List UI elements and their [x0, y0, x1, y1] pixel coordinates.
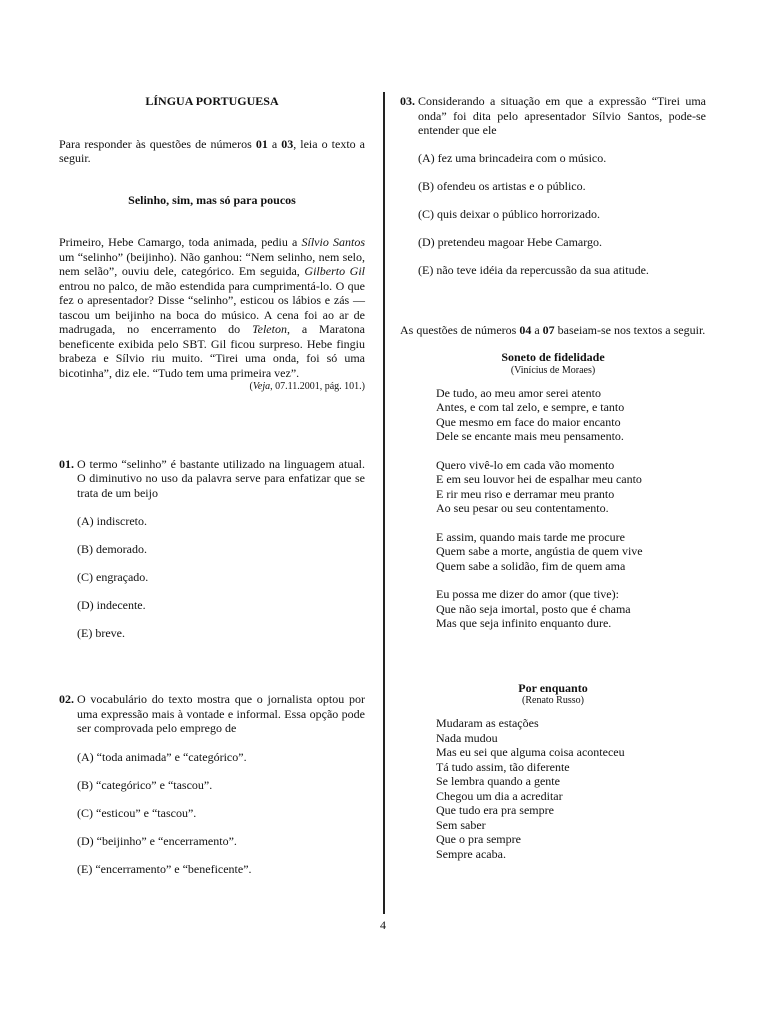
option-d[interactable]: (D) pretendeu magoar Hebe Camargo. — [418, 234, 603, 249]
article-title: Selinho, sim, mas só para poucos — [128, 192, 296, 207]
option-d[interactable]: (D) indecente. — [77, 598, 146, 612]
poem-line: Se lembra quando a gente — [436, 774, 560, 788]
question-01-options — [77, 514, 365, 654]
option-b[interactable]: (B) ofendeu os artistas e o público. — [418, 178, 586, 193]
question-number: 03. — [400, 94, 415, 108]
question-number: 01. — [59, 456, 74, 471]
poem-line: De tudo, ao meu amor serei atento — [436, 385, 601, 400]
poems-instructions: As questões de números 04 a 07 baseiam-se nos textos a seguir. — [400, 322, 706, 337]
instructions: Para responder às questões de números 01 a 03, leia o texto a seguir. — [59, 136, 366, 165]
question-02-options — [77, 750, 365, 890]
poem-line: Quem sabe a solidão, fim de quem ama — [436, 558, 626, 573]
poem-line: Que o pra sempre — [436, 832, 521, 846]
poem-2-text — [436, 716, 706, 861]
poem-line: Mas que seja infinito enquanto dure. — [436, 616, 612, 630]
option-e[interactable]: (E) não teve idéia da repercussão da sua atitude. — [418, 262, 649, 277]
option-a[interactable]: (A) “toda animada” e “categórico”. — [77, 749, 247, 764]
question-02 — [59, 692, 365, 736]
question-stem: O termo “selinho” é bastante utilizado na linguagem atual. O diminutivo no uso da palavra serve para enfatizar que se trata de um beijo — [77, 456, 365, 500]
poem-line: Mudaram as estações — [436, 716, 539, 730]
poem-1-author: (Vinícius de Moraes) — [510, 364, 596, 376]
article-text: Primeiro, Hebe Camargo, toda animada, pediu a Sílvio Santos um “selinho” (beijinho). Não ganhou: “Nem selinho, nem selo, nem selão”, ouviu dele, categórico. Em seguida, Gilberto Gil entrou no palco, de mão estendida para cumprimentá-lo. O que fez o apresentador? Disse “selinho”, esticou os lábios e zás — tascou um beijinho na boca do músico. A cena foi ao ar de madrugada, no encerramento do Teleton, a Maratona beneficente exibida pelo SBT. Gil ficou surpreso. Hebe fingiu brabeza e Sílvio riu muito. “Tirei uma onda, foi só uma bicotinha”, diz ele. “Tudo tem uma primeira vez”. — [59, 235, 365, 380]
question-number: 02. — [59, 692, 74, 706]
question-stem: Considerando a situação em que a expressão “Tirei uma onda” foi dita pelo apresentador Sílvio Santos, pode-se entender que ele — [418, 94, 706, 137]
poem-line: Sempre acaba. — [436, 846, 506, 861]
right-column — [400, 94, 706, 861]
question-03 — [400, 94, 706, 138]
poem-line: Que não seja imortal, posto que é chama — [436, 601, 631, 616]
poem-line: E assim, quando mais tarde me procure — [436, 529, 625, 544]
poem-line: E rir meu riso e derramar meu pranto — [436, 486, 615, 501]
article-source: (Veja, 07.11.2001, pág. 101.) — [249, 381, 365, 392]
poem-line: Sem saber — [436, 817, 486, 832]
poem-line: Antes, e com tal zelo, e sempre, e tanto — [436, 400, 625, 414]
page-number: 4 — [380, 918, 386, 932]
poem-1-title: Soneto de fidelidade — [501, 350, 605, 364]
option-a[interactable]: (A) indiscreto. — [77, 514, 147, 528]
column-divider — [383, 92, 385, 914]
question-stem: O vocabulário do texto mostra que o jornalista optou por uma expressão mais à vontade e informal. Essa opção pode ser comprovada pelo emprego de — [77, 692, 365, 735]
poem-1-text — [436, 386, 706, 631]
option-e[interactable]: (E) breve. — [77, 626, 125, 640]
option-c[interactable]: (C) “esticou” e “tascou”. — [77, 805, 197, 820]
question-01 — [59, 457, 365, 501]
option-b[interactable]: (B) “categórico” e “tascou”. — [77, 777, 213, 792]
poem-2-title: Por enquanto — [518, 680, 588, 695]
poem-line: Nada mudou — [436, 730, 498, 745]
question-03-options — [418, 151, 706, 291]
poem-line: Mas eu sei que alguma coisa aconteceu — [436, 745, 625, 759]
poem-line: Que tudo era pra sempre — [436, 803, 554, 817]
poem-2-author: (Renato Russo) — [522, 695, 584, 706]
section-heading: LÍNGUA PORTUGUESA — [145, 94, 279, 108]
poem-line: E em seu louvor hei de espalhar meu canto — [436, 472, 642, 486]
poem-line: Dele se encante mais meu pensamento. — [436, 429, 624, 443]
option-b[interactable]: (B) demorado. — [77, 542, 147, 556]
poem-line: Quem sabe a morte, angústia de quem vive — [436, 544, 643, 558]
poem-line: Que mesmo em face do maior encanto — [436, 414, 621, 429]
option-a[interactable]: (A) fez uma brincadeira com o músico. — [418, 150, 607, 165]
poem-line: Ao seu pesar ou seu contentamento. — [436, 501, 609, 515]
poem-line: Eu possa me dizer do amor (que tive): — [436, 587, 619, 601]
poem-line: Quero vivê-lo em cada vão momento — [436, 457, 615, 472]
poem-line: Tá tudo assim, tão diferente — [436, 759, 570, 774]
left-column — [59, 94, 365, 890]
option-d[interactable]: (D) “beijinho” e “encerramento”. — [77, 833, 237, 848]
option-c[interactable]: (C) engraçado. — [77, 570, 149, 584]
option-e[interactable]: (E) “encerramento” e “beneficente”. — [77, 861, 252, 876]
poem-line: Chegou um dia a acreditar — [436, 788, 563, 803]
option-c[interactable]: (C) quis deixar o público horrorizado. — [418, 206, 600, 221]
